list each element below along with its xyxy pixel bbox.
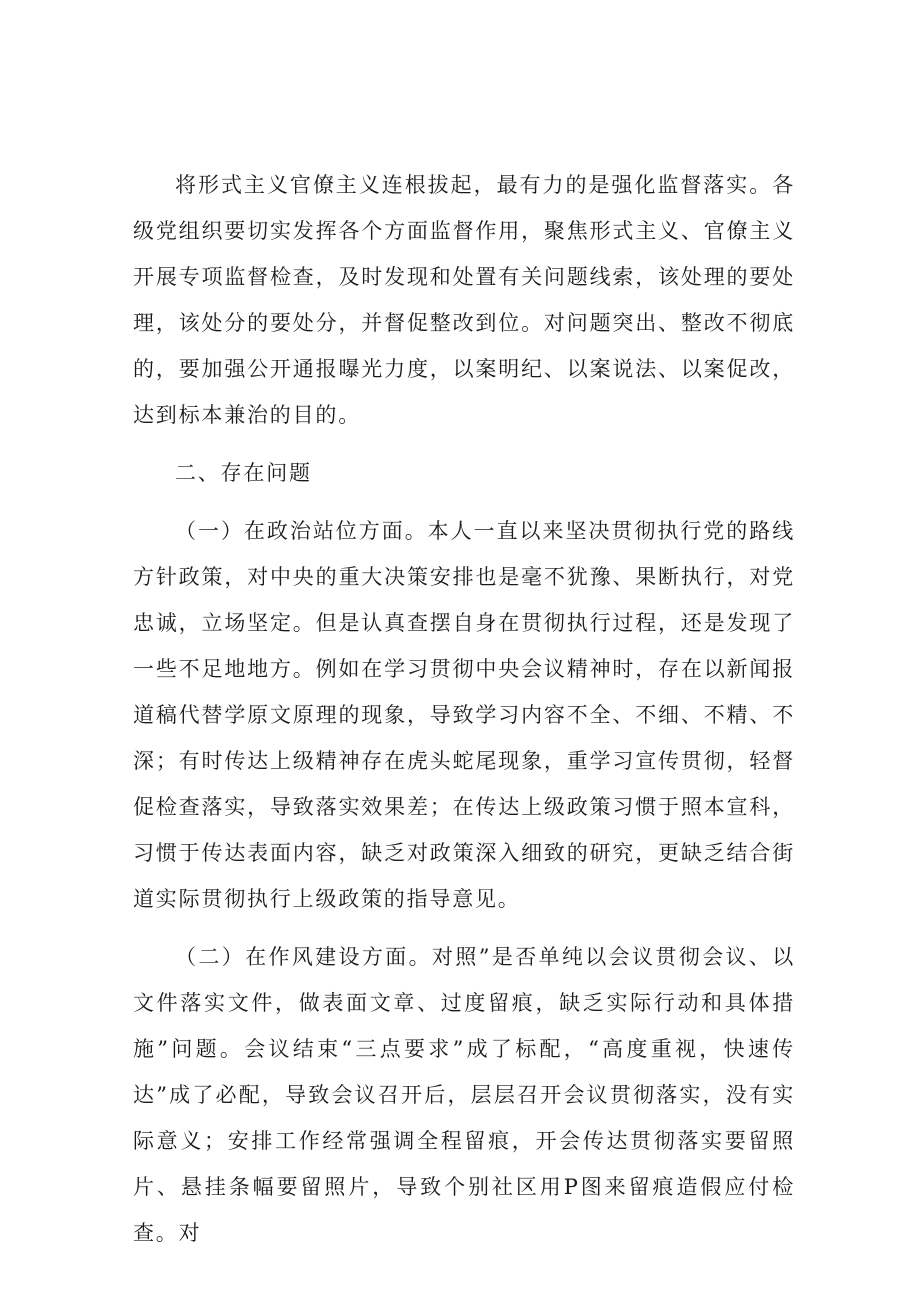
paragraph-political-stance: （一）在政治站位方面。本人一直以来坚决贯彻执行党的路线方针政策，对中央的重大决策安排也是毫不犹豫、果断执行，对党忠诚，立场坚定。但是认真查摆自身在贯彻执行过程，还是发现了一些不足地地方。例如在学习贯彻中央会议精神时，存在以新闻报道稿代替学原文原理的现象，导致学习内容不全、不细、不精、不深；有时传达上级精神存在虎头蛇尾现象，重学习宣传贯彻，轻督促检查落实，导致落实效果差；在传达上级政策习惯于照本宣科，习惯于传达表面内容，缺乏对政策深入细致的研究，更缺乏结合街道实际贯彻执行上级政策的指导意见。 xyxy=(133,519,795,911)
paragraph-work-style: （二）在作风建设方面。对照”是否单纯以会议贯彻会议、以文件落实文件，做表面文章、过度留痕，缺乏实际行动和具体措施”问题。会议结束“三点要求”成了标配，“高度重视，快速传达”成了必配，导致会议召开后，层层召开会议贯彻落实，没有实际意义；安排工作经常强调全程留痕，开会传达贯彻落实要留照片、悬挂条幅要留照片，导致个别社区用P图来留痕造假应付检查。对 xyxy=(133,945,795,1245)
paragraph-oversight: 将形式主义官僚主义连根拔起，最有力的是强化监督落实。各级党组织要切实发挥各个方面监督作用，聚焦形式主义、官僚主义开展专项监督检查，及时发现和处置有关问题线索，该处理的要处理，该处分的要处分，并督促整改到位。对问题突出、整改不彻底的，要加强公开通报曝光力度，以案明纪、以案说法、以案促改，达到标本兼治的目的。 xyxy=(133,173,795,427)
document-body xyxy=(133,162,795,1256)
section-heading-problems: 二、存在问题 xyxy=(175,461,312,485)
